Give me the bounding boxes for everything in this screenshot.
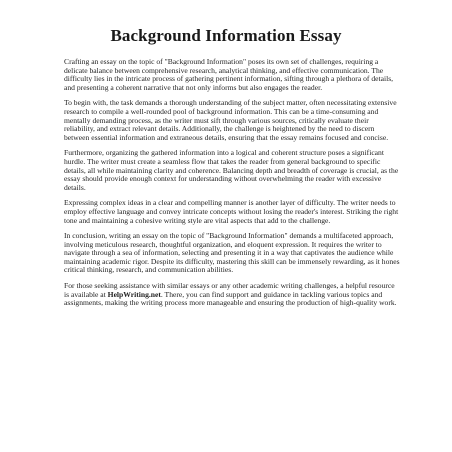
resource-text-before: For those seeking assistance with similar essays or any other academic writing challenges, a helpful resource is available at [64,281,395,299]
paragraph-expression: Expressing complex ideas in a clear and compelling manner is another layer of difficulty. The writer needs to employ effective language and convey intricate concepts without losing the reader's interest. Striking the right tone and maintaining a cohesive writing style are vital aspects that add to the challenge. [64,198,399,225]
document-body [64,58,400,315]
paragraph-intro: Crafting an essay on the topic of "Background Information" poses its own set of challenges, requiring a delicate balance between comprehensive research, analytical thinking, and effective communication. The difficulty lies in the intricate process of gathering pertinent information, sifting through a plethora of details, and presenting a coherent narrative that not only informs but also engages the reader. [64,57,394,92]
document-title: Background Information Essay [110,26,342,45]
helpwriting-link[interactable]: HelpWriting.net [107,289,161,299]
resource-text-after: . There, you can find support and guidance in tackling various topics and assignments, making the writing process more manageable and ensuring the production of high-quality work. [64,289,397,308]
paragraph-conclusion: In conclusion, writing an essay on the topic of "Background Information" demands a multifaceted approach, involving meticulous research, thoughtful organization, and eloquent expression. It requires the writer to navigate through a sea of information, selecting and presenting it in a way that captivates the audience while maintaining academic rigor. Despite its difficulty, mastering this skill can be immensely rewarding, as it hones critical thinking, research, and communication abilities. [64,231,400,275]
paragraph-research: To begin with, the task demands a thorough understanding of the subject matter, often necessitating extensive research to compile a well-rounded pool of background information. This can be a time-consuming and mentally demanding process, as the writer must sift through various sources, critically evaluate their reliability, and extract relevant details. Additionally, the challenge is heightened by the need to discern between essential information and extraneous details, ensuring that the essay remains focused and concise. [64,98,397,142]
paragraph-resource [64,282,400,308]
paragraph-organization: Furthermore, organizing the gathered information into a logical and coherent structure poses a significant hurdle. The writer must create a seamless flow that takes the reader from general background to specific details, all while maintaining clarity and coherence. Balancing depth and breadth of coverage is crucial, as the essay should provide enough context for understanding without overwhelming the reader with excessive details. [64,148,399,192]
